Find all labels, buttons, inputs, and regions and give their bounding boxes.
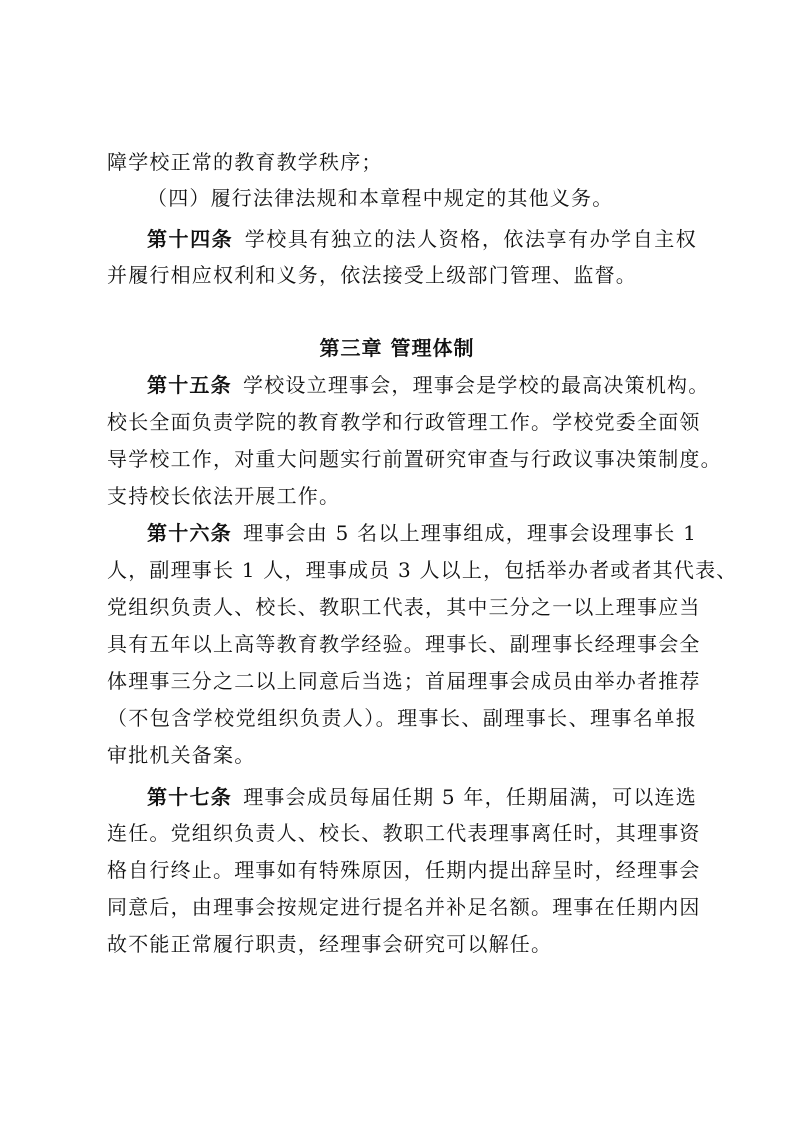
article-16-line-6: （不包含学校党组织负责人）。理事长、副理事长、理事名单报 [107, 706, 697, 730]
article-14-line-2: 并履行相应权利和义务，依法接受上级部门管理、监督。 [107, 263, 637, 287]
article-16-line-3: 党组织负责人、校长、教职工代表，其中三分之一以上理事应当 [107, 595, 701, 619]
article-17-line-4: 同意后，由理事会按规定进行提名并补足名额。理事在任期内因 [107, 895, 701, 919]
article-16-line-5: 体理事三分之二以上同意后当选；首届理事会成员由举办者推荐 [107, 669, 701, 693]
article-16-line-2: 人，副理事长 1 人，理事成员 3 人以上，包括举办者或者其代表、 [107, 558, 738, 582]
article-16-line-1 [147, 518, 697, 548]
article-14-heading: 第十四条 [147, 227, 234, 251]
article-17-line-2: 连任。党组织负责人、校长、教职工代表理事离任时，其理事资 [107, 821, 701, 845]
paragraph-line: 障学校正常的教育教学秩序； [107, 150, 383, 174]
article-16-line-7: 审批机关备案。 [107, 743, 256, 767]
article-14-line-1 [147, 224, 697, 254]
article-15-heading: 第十五条 [147, 373, 232, 397]
article-15-line-2: 校长全面负责学院的教育教学和行政管理工作。学校党委全面领 [107, 410, 701, 434]
article-17-line-3: 格自行终止。理事如有特殊原因，任期内提出辞呈时，经理事会 [107, 858, 701, 882]
article-16-text: 理事会由 5 名以上理事组成，理事会设理事长 1 [243, 521, 697, 545]
article-17-line-5: 故不能正常履行职责，经理事会研究可以解任。 [107, 932, 553, 956]
article-16-heading: 第十六条 [147, 521, 232, 545]
chapter-title: 第三章 管理体制 [319, 336, 475, 360]
article-15-line-4: 支持校长依法开展工作。 [107, 484, 341, 508]
article-14-text: 学校具有独立的法人资格，依法享有办学自主权 [244, 227, 697, 251]
article-15-text: 学校设立理事会，理事会是学校的最高决策机构。 [243, 373, 710, 397]
article-17-heading: 第十七条 [147, 785, 232, 809]
article-16-line-4: 具有五年以上高等教育教学经验。理事长、副理事长经理事会全 [107, 632, 701, 656]
article-15-line-3: 导学校工作，对重大问题实行前置研究审查与行政议事决策制度。 [107, 447, 722, 471]
article-15-line-1 [147, 370, 710, 400]
article-17-line-1 [147, 782, 697, 812]
article-17-text: 理事会成员每届任期 5 年，任期届满，可以连选 [243, 785, 697, 809]
paragraph-line: （四）履行法律法规和本章程中规定的其他义务。 [147, 186, 614, 210]
